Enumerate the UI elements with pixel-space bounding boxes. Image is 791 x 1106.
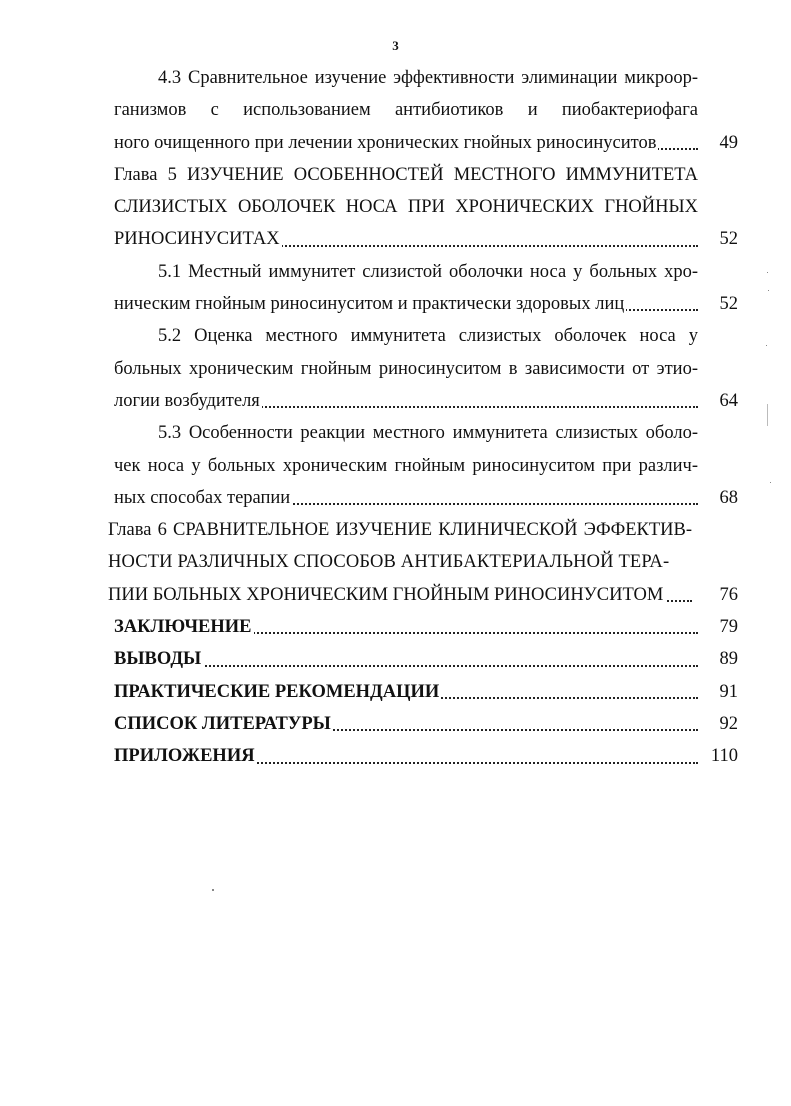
toc-entry-line: логии возбудителя: [114, 390, 260, 411]
toc-entry-line: чек носа у больных хроническим гнойным риносинуситом при различ-: [114, 455, 698, 476]
toc-entry-line: ПРИЛОЖЕНИЯ: [114, 746, 255, 767]
scan-speck: [212, 889, 214, 891]
toc-page-number: 76: [719, 584, 738, 605]
toc-entry-line: СПИСОК ЛИТЕРАТУРЫ: [114, 713, 331, 734]
toc-entry-line: ВЫВОДЫ: [114, 649, 202, 670]
toc-entry-line: 5.3 Особенности реакции местного иммунитета слизистых оболо-: [158, 423, 698, 444]
scan-speck: [766, 345, 767, 346]
toc-entry-4-3: [114, 62, 738, 159]
toc-entry-line: НОСТИ РАЗЛИЧНЫХ СПОСОБОВ АНТИБАКТЕРИАЛЬНОЙ ТЕРА-: [108, 552, 670, 573]
toc-page-number: 49: [719, 132, 738, 153]
toc-entry-findings: [114, 643, 738, 675]
toc-entry-conclusion: [114, 611, 738, 643]
toc-entry-references: [114, 708, 738, 740]
toc-page-number: 68: [719, 487, 738, 508]
toc-page-number: 52: [719, 294, 738, 315]
scan-speck: [767, 272, 768, 273]
toc-entry-line: Глава 5 ИЗУЧЕНИЕ ОСОБЕННОСТЕЙ МЕСТНОГО ИММУНИТЕТА: [114, 164, 698, 185]
toc-entry-line: 5.2 Оценка местного иммунитета слизистых оболочек носа у: [158, 326, 698, 347]
scan-speck: [770, 482, 771, 483]
toc-entry-recommendations: [114, 676, 738, 708]
toc-page-number: 110: [710, 746, 738, 767]
toc-entry-line: ганизмов с использованием антибиотиков и пиобактериофага: [114, 100, 698, 121]
toc-entry-5-3: [114, 417, 738, 514]
toc-page-number: 79: [719, 617, 738, 638]
toc-entry-chapter-5: [114, 159, 738, 256]
toc-entry-line: ПИИ БОЛЬНЫХ ХРОНИЧЕСКИМ ГНОЙНЫМ РИНОСИНУСИТОМ: [108, 584, 664, 605]
toc-page-number: 64: [719, 390, 738, 411]
toc-entry-line: ных способах терапии: [114, 487, 291, 508]
toc-entry-chapter-6: [108, 514, 738, 611]
toc-entry-line: ного очищенного при лечении хронических гнойных риносинуситов: [114, 132, 657, 153]
toc-entry-line: ЗАКЛЮЧЕНИЕ: [114, 617, 252, 638]
toc-page-number: 52: [719, 229, 738, 250]
toc-entry-line: 4.3 Сравнительное изучение эффективности элиминации микроор-: [158, 68, 698, 88]
scan-speck: [767, 404, 768, 426]
toc-entry-line: Глава 6 СРАВНИТЕЛЬНОЕ ИЗУЧЕНИЕ КЛИНИЧЕСКОЙ ЭФФЕКТИВ-: [108, 520, 692, 541]
toc-entry-line: ПРАКТИЧЕСКИЕ РЕКОМЕНДАЦИИ: [114, 681, 440, 702]
toc-page-number: 92: [719, 713, 738, 734]
page-number: 3: [392, 38, 399, 53]
toc-entry-5-1: [114, 256, 738, 321]
toc-entry-appendices: [114, 740, 738, 772]
scan-speck: [768, 290, 769, 291]
toc-entry-5-2: [114, 320, 738, 417]
toc-entry-line: 5.1 Местный иммунитет слизистой оболочки носа у больных хро-: [158, 261, 698, 282]
toc-entry-line: РИНОСИНУСИТАХ: [114, 229, 280, 250]
table-of-contents: [108, 62, 738, 773]
toc-page-number: 91: [719, 681, 738, 702]
toc-entry-line: ническим гнойным риносинуситом и практически здоровых лиц: [114, 294, 625, 315]
toc-page-number: 89: [719, 649, 738, 670]
toc-entry-line: больных хроническим гнойным риносинуситом в зависимости от этио-: [114, 358, 698, 379]
toc-entry-line: СЛИЗИСТЫХ ОБОЛОЧЕК НОСА ПРИ ХРОНИЧЕСКИХ ГНОЙНЫХ: [114, 197, 698, 218]
